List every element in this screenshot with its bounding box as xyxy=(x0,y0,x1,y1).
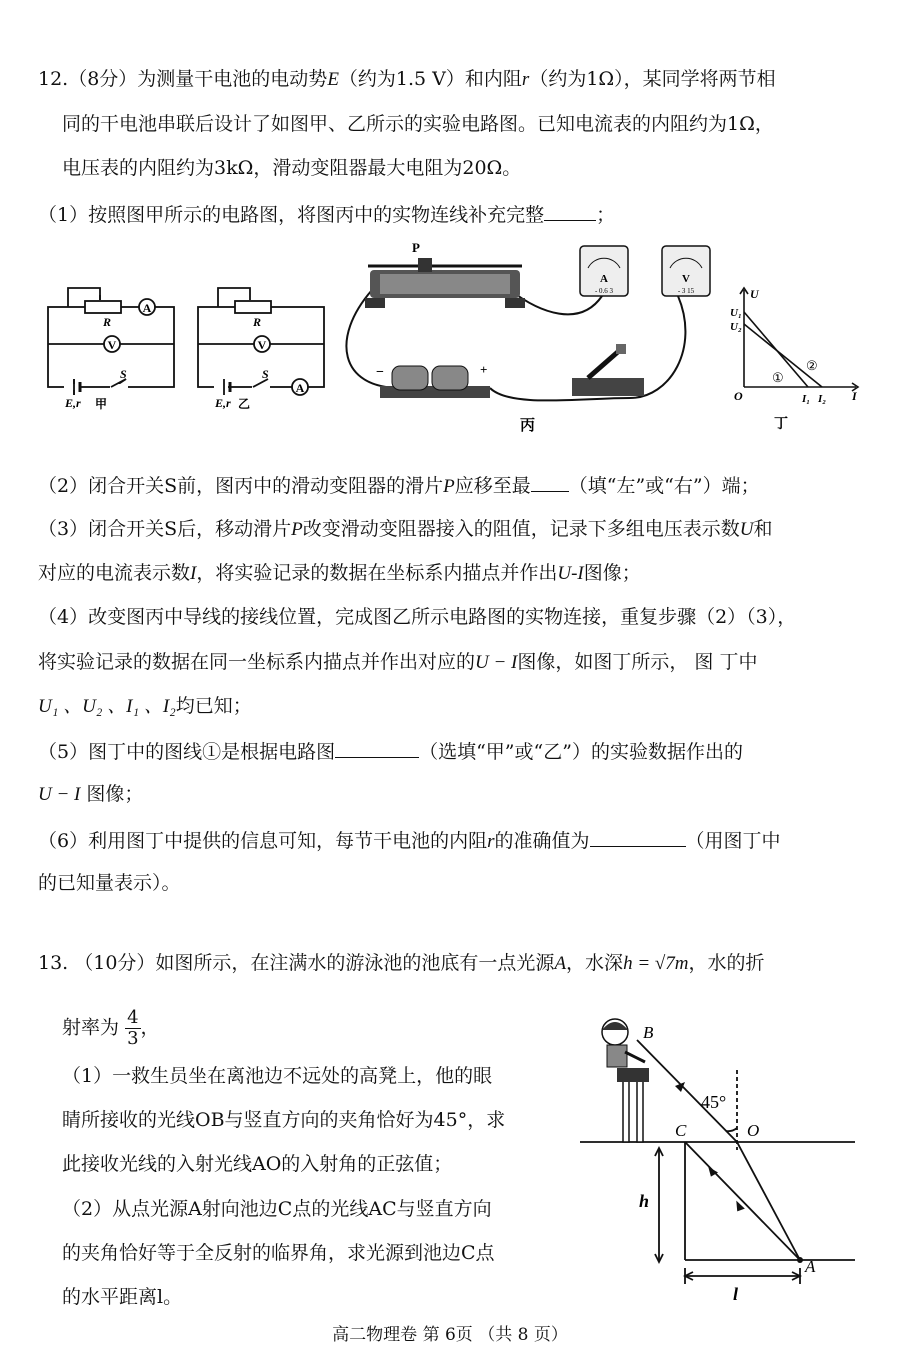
circuit-jia xyxy=(40,282,180,412)
label-o: O xyxy=(747,1121,760,1140)
voltmeter-device xyxy=(662,246,710,296)
apparatus-bing xyxy=(340,238,725,438)
battery-plus: + xyxy=(480,362,488,377)
q12-part3-line1: （3）闭合开关S后，移动滑片P改变滑动变阻器接入的阻值，记录下多组电压表示数U和 xyxy=(38,518,773,540)
ray-ao xyxy=(737,1142,800,1260)
q12-line3: 电压表的内阻约为3kΩ，滑动变阻器最大电阻为20Ω。 xyxy=(62,157,522,179)
curve-1-label: ① xyxy=(772,370,784,385)
q13-part2-line2: 的夹角恰好等于全反射的临界角，求光源到池边C点 xyxy=(62,1242,495,1264)
label-c: C xyxy=(675,1121,687,1140)
svg-text:A: A xyxy=(600,273,608,285)
q12-line2: 同的干电池串联后设计了如图甲、乙所示的实验电路图。已知电流表的内阻约为1Ω， xyxy=(62,113,774,135)
pool-figure xyxy=(575,1010,865,1310)
switch-label: S xyxy=(120,367,127,381)
figure-ding-label: 丁 xyxy=(774,417,788,432)
resistor-label: R xyxy=(103,315,112,329)
slider-label: P xyxy=(412,240,420,255)
svg-text:V: V xyxy=(682,273,690,285)
q13-part1-line3: 此接收光线的入射光线AO的入射角的正弦值； xyxy=(62,1153,453,1175)
q12-line1: 12.（8分）为测量干电池的电动势E（约为1.5 V）和内阻r（约为1Ω），某同学将两节相 xyxy=(38,68,776,90)
label-b: B xyxy=(643,1023,654,1042)
lifeguard xyxy=(602,1019,649,1142)
i2-label: I₂ xyxy=(818,393,827,405)
ammeter-label: A xyxy=(142,301,152,315)
origin-label: O xyxy=(734,389,743,403)
q12-part5-line2: U − I 图像； xyxy=(38,783,144,805)
q13-line1: 13. （10分）如图所示，在注满水的游泳池的池底有一点光源A，水深h = √7m，水的折 xyxy=(38,952,765,974)
circuit-yi xyxy=(190,282,330,412)
svg-text:- 0.6 3: - 0.6 3 xyxy=(594,287,614,295)
resistor-label: R xyxy=(253,315,262,329)
q12-part1: （1）按照图甲所示的电路图，将图丙中的实物连线补充完整 ； xyxy=(38,200,615,228)
label-h: h xyxy=(639,1191,650,1211)
knife-switch xyxy=(572,344,644,396)
ray-ob xyxy=(637,1040,737,1142)
figure-yi-label: 乙 xyxy=(238,397,251,411)
source-label: E,r xyxy=(65,396,81,410)
i1-label: I₁ xyxy=(802,393,811,405)
switch-label: S xyxy=(262,367,269,381)
q12-part3-line2: 对应的电流表示数I，将实验记录的数据在坐标系内描点并作出U-I图像； xyxy=(38,562,641,584)
label-l: l xyxy=(733,1284,739,1304)
q13-part1-line1: （1）一救生员坐在离池边不远处的高凳上，他的眼 xyxy=(62,1065,493,1087)
svg-text:- 3 15: - 3 15 xyxy=(677,287,695,295)
q12-part5-line1: （5）图丁中的图线①是根据电路图 （选填“甲”或“乙”）的实验数据作出的 xyxy=(38,737,743,765)
page-footer: 高二物理卷 第 6页 （共 8 页） xyxy=(332,1325,568,1345)
voltmeter-label: V xyxy=(257,338,267,352)
ammeter-device xyxy=(580,246,628,296)
ammeter-label: A xyxy=(295,381,305,395)
q13-part1-line2: 睛所接收的光线OB与竖直方向的夹角恰好为45°，求 xyxy=(62,1109,506,1131)
q12-part4-line1: （4）改变图丙中导线的接线位置，完成图乙所示电路图的实物连接，重复步骤（2）（3）， xyxy=(38,606,797,628)
curve-2-label: ② xyxy=(806,358,818,373)
refractive-index-fraction: $\frac{4}{3}$ xyxy=(127,1007,139,1049)
figure-bing-label: 丙 xyxy=(520,418,536,434)
ray-ac xyxy=(685,1142,800,1260)
ui-graph-ding xyxy=(728,282,868,432)
axis-i-label: I xyxy=(852,389,857,403)
q13-line2: 射率为 $\frac{4}{3}$ ， xyxy=(62,1007,160,1049)
angle-label: 45° xyxy=(701,1092,727,1112)
q12-part6-line2: 的已知量表示）。 xyxy=(38,872,181,894)
label-a: A xyxy=(805,1257,816,1276)
q13-part2-line3: 的水平距离l。 xyxy=(62,1286,183,1308)
figure-jia-label: 甲 xyxy=(95,397,108,411)
q13-part2-line1: （2）从点光源A射向池边C点的光线AC与竖直方向 xyxy=(62,1198,492,1220)
q12-part6-line1: （6）利用图丁中提供的信息可知，每节干电池的内阻r的准确值为 （用图丁中 xyxy=(38,826,781,855)
u1-label: U₁ xyxy=(730,307,742,319)
rheostat xyxy=(365,258,525,308)
q12-part2: （2）闭合开关S前，图丙中的滑动变阻器的滑片P应移至最 （填“左”或“右”）端； xyxy=(38,471,760,500)
battery-minus: − xyxy=(376,365,384,380)
answer-blank-1 xyxy=(544,200,596,221)
source-label: E,r xyxy=(215,396,231,410)
battery-pack xyxy=(380,366,490,398)
q12-part4-line3: U₁ 、U₂ 、I₁ 、I₂均已知； xyxy=(38,695,252,717)
answer-blank-6 xyxy=(590,826,686,847)
axis-u-label: U xyxy=(750,287,759,301)
q12-part4-line2: 将实验记录的数据在同一坐标系内描点并作出对应的U − I图像，如图丁所示， 图 丁中 xyxy=(38,651,758,673)
answer-blank-2 xyxy=(531,471,569,492)
answer-blank-5 xyxy=(335,737,419,758)
u2-label: U₂ xyxy=(730,321,742,333)
voltmeter-label: V xyxy=(107,338,117,352)
